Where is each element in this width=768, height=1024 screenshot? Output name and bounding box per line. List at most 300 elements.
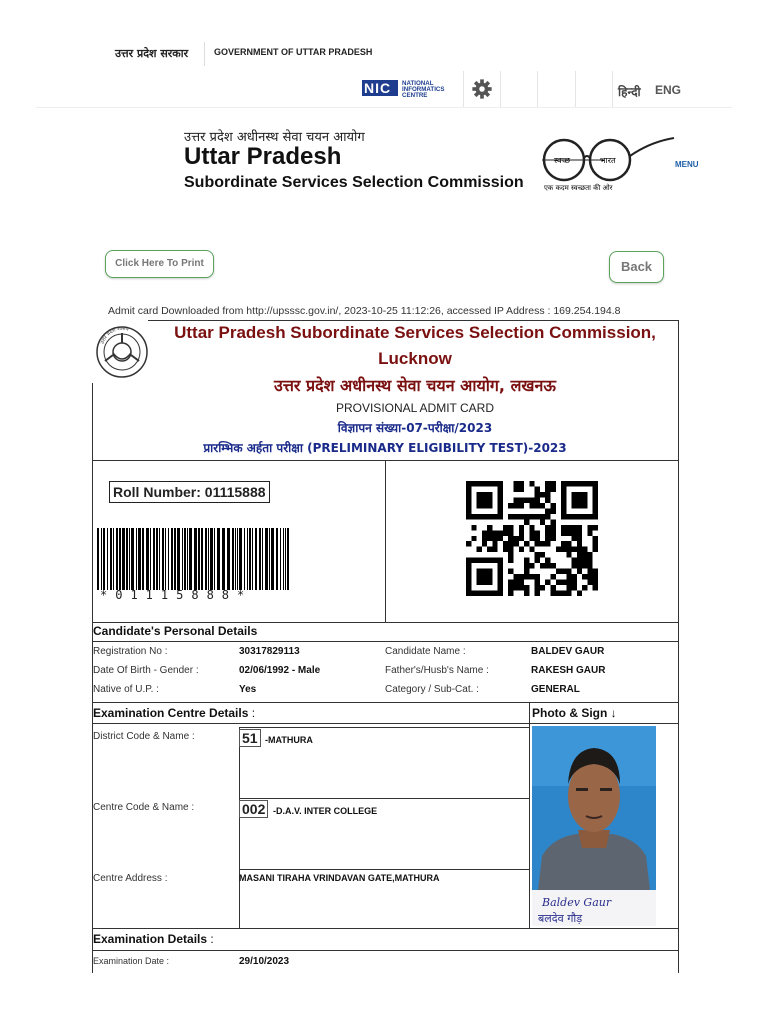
qr-module	[519, 481, 524, 486]
qr-module	[550, 585, 555, 590]
gov-name-hindi: उत्तर प्रदेश सरकार	[115, 47, 189, 60]
qr-module	[519, 503, 524, 508]
nic-line-3: CENTRE	[402, 92, 428, 98]
qr-module	[535, 536, 540, 541]
qr-module	[587, 530, 592, 535]
barcode-bar	[269, 528, 270, 590]
qr-module	[487, 530, 492, 535]
barcode-bar	[247, 528, 248, 590]
district-label: District Code & Name :	[93, 731, 195, 742]
qr-module	[545, 486, 550, 491]
qr-module	[482, 536, 487, 541]
swachh-bharat-logo	[540, 130, 680, 196]
qr-module	[514, 497, 519, 502]
qr-module	[529, 525, 534, 530]
qr-module	[519, 585, 524, 590]
qr-module	[540, 503, 545, 508]
card-title-city: Lucknow	[378, 349, 452, 368]
barcode-bar	[255, 528, 257, 590]
qr-module	[545, 508, 550, 513]
barcode-bar	[189, 528, 192, 590]
qr-module	[529, 503, 534, 508]
qr-module	[587, 552, 592, 557]
registration-value: 30317829113	[239, 646, 300, 657]
candidate-photo	[532, 726, 656, 890]
registration-label: Registration No :	[93, 646, 168, 657]
qr-module	[535, 514, 540, 519]
download-info: Admit card Downloaded from http://upsssc.gov.in/, 2023-10-25 11:12:26, accessed IP Address : 169.254.194.8	[108, 305, 621, 317]
qr-module	[577, 547, 582, 552]
qr-module	[529, 481, 534, 486]
qr-module	[577, 558, 582, 563]
barcode-text: *01115888*	[100, 588, 253, 602]
qr-module	[572, 558, 577, 563]
qr-module	[519, 530, 524, 535]
logo-left-word: स्वच्छ	[554, 156, 571, 165]
qr-module	[561, 580, 566, 585]
barcode-bar	[239, 528, 242, 590]
divider	[204, 42, 205, 66]
barcode-bar	[235, 528, 236, 590]
address-label: Centre Address :	[93, 873, 168, 884]
qr-module	[519, 547, 524, 552]
qr-module	[492, 541, 497, 546]
qr-module	[566, 580, 571, 585]
logo-right-word: भारत	[600, 156, 616, 165]
qr-module	[535, 486, 540, 491]
qr-module	[508, 547, 513, 552]
qr-module	[577, 525, 582, 530]
qr-module	[566, 574, 571, 579]
barcode-bar	[262, 528, 263, 590]
barcode-bar	[222, 528, 225, 590]
qr-module	[545, 530, 550, 535]
qr-module	[587, 574, 592, 579]
divider	[575, 71, 576, 107]
org-name-line1: Uttar Pradesh	[184, 143, 342, 170]
qr-finder	[477, 492, 493, 508]
barcode-bar	[205, 528, 207, 590]
qr-module	[514, 536, 519, 541]
qr-module	[587, 563, 592, 568]
qr-module	[503, 547, 508, 552]
qr-module	[550, 486, 555, 491]
qr-module	[535, 492, 540, 497]
nic-line-2: INFORMATICS	[402, 86, 445, 93]
qr-module	[556, 591, 561, 596]
qr-module	[540, 552, 545, 557]
qr-module	[582, 547, 587, 552]
qr-module	[519, 536, 524, 541]
qr-module	[508, 580, 513, 585]
print-button[interactable]: Click Here To Print	[105, 250, 214, 278]
qr-module	[572, 536, 577, 541]
qr-module	[487, 525, 492, 530]
qr-module	[514, 585, 519, 590]
qr-module	[508, 552, 513, 557]
exam-details-heading: Examination Details :	[93, 932, 214, 946]
qr-module	[524, 497, 529, 502]
divider	[92, 702, 678, 703]
qr-module	[482, 541, 487, 546]
qr-module	[550, 525, 555, 530]
qr-module	[545, 558, 550, 563]
qr-module	[593, 525, 598, 530]
qr-module	[540, 541, 545, 546]
qr-module	[535, 585, 540, 590]
qr-module	[508, 558, 513, 563]
barcode-bar	[122, 528, 125, 590]
menu-link[interactable]: MENU	[675, 160, 699, 169]
qr-module	[524, 563, 529, 568]
qr-module	[572, 530, 577, 535]
divider	[385, 460, 386, 622]
qr-module	[529, 563, 534, 568]
barcode-bar	[249, 528, 251, 590]
qr-code	[466, 481, 598, 596]
signature-english: Baldev Gaur	[542, 896, 612, 909]
card-right-border	[678, 320, 679, 973]
barcode-bar	[201, 528, 203, 590]
address-value: MASANI TIRAHA VRINDAVAN GATE,MATHURA	[239, 873, 440, 883]
qr-module	[524, 558, 529, 563]
qr-module	[587, 580, 592, 585]
barcode-bar	[283, 528, 284, 590]
qr-module	[593, 547, 598, 552]
barcode-bar	[252, 528, 253, 590]
qr-module	[556, 569, 561, 574]
centre-name: -D.A.V. INTER COLLEGE	[273, 806, 378, 816]
qr-module	[524, 514, 529, 519]
nic-line-1: NATIONAL	[402, 80, 434, 87]
barcode-bar	[276, 528, 278, 590]
qr-module	[587, 558, 592, 563]
qr-module	[535, 497, 540, 502]
qr-module	[556, 580, 561, 585]
qr-module	[508, 585, 513, 590]
qr-module	[550, 574, 555, 579]
barcode-bar	[97, 528, 99, 590]
qr-module	[524, 574, 529, 579]
exam-name: प्रारम्भिक अर्हता परीक्षा (PRELIMINARY ELIGIBILITY TEST)-2023	[203, 441, 567, 455]
barcode-bar	[162, 528, 164, 590]
barcode-bar	[156, 528, 158, 590]
qr-module	[593, 574, 598, 579]
barcode-bar	[194, 528, 197, 590]
qr-module	[593, 580, 598, 585]
qr-module	[545, 492, 550, 497]
barcode-bar	[210, 528, 213, 590]
nic-logo[interactable]	[362, 78, 458, 98]
qr-module	[535, 580, 540, 585]
qr-module	[492, 547, 497, 552]
qr-module	[566, 552, 571, 557]
candidate-name-value: BALDEV GAUR	[531, 646, 605, 657]
qr-module	[545, 563, 550, 568]
barcode-bar	[214, 528, 215, 590]
qr-module	[466, 541, 471, 546]
qr-module	[519, 525, 524, 530]
qr-module	[545, 514, 550, 519]
qr-module	[529, 497, 534, 502]
barcode-bar	[232, 528, 234, 590]
qr-module	[519, 574, 524, 579]
dob-gender-label: Date Of Birth - Gender :	[93, 665, 199, 676]
qr-module	[508, 514, 513, 519]
qr-module	[482, 530, 487, 535]
barcode-bar	[184, 528, 186, 590]
qr-module	[566, 585, 571, 590]
qr-module	[566, 569, 571, 574]
dob-gender-value: 02/06/1992 - Male	[239, 665, 321, 676]
qr-module	[545, 580, 550, 585]
barcode-bar	[110, 528, 112, 590]
qr-module	[535, 574, 540, 579]
personal-details-heading: Candidate's Personal Details	[93, 624, 258, 638]
barcode-bar	[136, 528, 137, 590]
qr-module	[477, 547, 482, 552]
qr-module	[535, 530, 540, 535]
barcode-bar	[165, 528, 166, 590]
card-left-border	[92, 383, 93, 973]
qr-module	[514, 486, 519, 491]
category-value: GENERAL	[531, 684, 580, 695]
gear-icon[interactable]	[470, 78, 494, 100]
qr-module	[508, 569, 513, 574]
barcode-bar	[113, 528, 114, 590]
qr-module	[550, 503, 555, 508]
qr-module	[561, 525, 566, 530]
qr-module	[519, 486, 524, 491]
photo-sign-label: Photo & Sign ↓	[532, 706, 617, 720]
qr-module	[524, 591, 529, 596]
qr-module	[545, 481, 550, 486]
barcode-bar	[138, 528, 141, 590]
qr-module	[540, 519, 545, 524]
qr-module	[514, 481, 519, 486]
exam-date-value: 29/10/2023	[239, 956, 290, 967]
qr-module	[519, 514, 524, 519]
qr-module	[561, 591, 566, 596]
qr-module	[561, 547, 566, 552]
barcode-bar	[227, 528, 230, 590]
qr-module	[561, 569, 566, 574]
qr-module	[561, 530, 566, 535]
barcode-bar	[177, 528, 180, 590]
centre-label: Centre Code & Name :	[93, 802, 195, 813]
roll-number: Roll Number: 01115888	[109, 481, 270, 503]
category-label: Category / Sub-Cat. :	[385, 684, 479, 695]
qr-module	[498, 530, 503, 535]
native-value: Yes	[239, 684, 257, 695]
qr-module	[535, 558, 540, 563]
qr-module	[566, 547, 571, 552]
qr-module	[508, 591, 513, 596]
barcode-bar	[187, 528, 188, 590]
qr-module	[540, 585, 545, 590]
divider	[92, 723, 678, 724]
qr-module	[587, 569, 592, 574]
qr-module	[508, 503, 513, 508]
qr-module	[487, 536, 492, 541]
qr-module	[550, 536, 555, 541]
divider	[36, 107, 732, 108]
qr-module	[545, 541, 550, 546]
qr-finder	[477, 569, 493, 585]
district-code: 51	[239, 729, 261, 747]
qr-module	[535, 552, 540, 557]
qr-module	[545, 525, 550, 530]
divider	[92, 928, 678, 929]
divider	[92, 950, 678, 951]
barcode-bar	[168, 528, 169, 590]
barcode-bar	[259, 528, 261, 590]
qr-module	[566, 591, 571, 596]
qr-module	[519, 497, 524, 502]
qr-module	[492, 536, 497, 541]
qr-module	[550, 519, 555, 524]
qr-module	[529, 530, 534, 535]
gov-name-english: GOVERNMENT OF UTTAR PRADESH	[214, 47, 373, 57]
barcode-bar	[285, 528, 286, 590]
qr-module	[545, 536, 550, 541]
qr-module	[550, 591, 555, 596]
barcode-bar	[280, 528, 281, 590]
barcode-bar	[103, 528, 105, 590]
barcode-bar	[116, 528, 118, 590]
qr-module	[540, 492, 545, 497]
barcode-bar	[129, 528, 130, 590]
barcode-bar	[126, 528, 128, 590]
barcode-bar	[198, 528, 200, 590]
divider	[537, 71, 538, 107]
barcode-bar	[171, 528, 173, 590]
qr-module	[572, 580, 577, 585]
qr-module	[508, 525, 513, 530]
qr-module	[593, 569, 598, 574]
qr-module	[498, 536, 503, 541]
provisional-label: PROVISIONAL ADMIT CARD	[335, 401, 495, 415]
qr-module	[529, 514, 534, 519]
up-emblem-icon	[95, 325, 149, 379]
back-button[interactable]: Back	[609, 251, 664, 283]
qr-module	[550, 481, 555, 486]
qr-module	[535, 591, 540, 596]
divider	[92, 641, 678, 642]
qr-module	[514, 514, 519, 519]
svg-text:NIC: NIC	[364, 80, 392, 96]
lang-english-link[interactable]: ENG	[655, 83, 682, 97]
native-label: Native of U.P. :	[93, 684, 159, 695]
qr-module	[514, 541, 519, 546]
qr-module	[582, 563, 587, 568]
qr-module	[519, 580, 524, 585]
qr-module	[593, 541, 598, 546]
centre-value-frame	[239, 727, 530, 928]
father-name-label: Father's/Husb's Name :	[385, 665, 489, 676]
qr-module	[572, 585, 577, 590]
centre-details-heading: Examination Centre Details :	[93, 706, 256, 720]
barcode-bar	[271, 528, 274, 590]
qr-module	[487, 547, 492, 552]
barcode	[97, 528, 291, 590]
qr-module	[572, 547, 577, 552]
candidate-name-label: Candidate Name :	[385, 646, 466, 657]
qr-module	[471, 525, 476, 530]
qr-module	[514, 580, 519, 585]
barcode-bar	[153, 528, 155, 590]
qr-module	[582, 552, 587, 557]
org-name-hindi: उत्तर प्रदेश अधीनस्थ सेवा चयन आयोग	[184, 130, 365, 145]
qr-module	[550, 530, 555, 535]
qr-module	[572, 574, 577, 579]
qr-module	[540, 514, 545, 519]
qr-module	[572, 563, 577, 568]
qr-module	[566, 541, 571, 546]
qr-module	[529, 536, 534, 541]
divider	[463, 71, 464, 107]
qr-module	[535, 503, 540, 508]
qr-module	[524, 519, 529, 524]
qr-module	[577, 541, 582, 546]
qr-module	[529, 574, 534, 579]
barcode-bar	[150, 528, 151, 590]
father-name-value: RAKESH GAUR	[531, 665, 606, 676]
signature-hindi: बलदेव गौड़	[538, 912, 583, 925]
qr-module	[503, 541, 508, 546]
qr-module	[545, 497, 550, 502]
qr-module	[529, 547, 534, 552]
qr-module	[582, 574, 587, 579]
qr-module	[577, 530, 582, 535]
qr-module	[508, 530, 513, 535]
qr-module	[508, 541, 513, 546]
qr-module	[577, 569, 582, 574]
qr-module	[577, 536, 582, 541]
barcode-bar	[265, 528, 268, 590]
qr-module	[503, 525, 508, 530]
qr-module	[535, 541, 540, 546]
barcode-bar	[107, 528, 108, 590]
qr-module	[593, 536, 598, 541]
card-title-english: Uttar Pradesh Subordinate Services Selection Commission,	[174, 323, 656, 342]
qr-module	[524, 569, 529, 574]
advertisement-number: विज्ञापन संख्या-07-परीक्षा/2023	[337, 421, 493, 435]
card-title-hindi: उत्तर प्रदेश अधीनस्थ सेवा चयन आयोग, लखनऊ	[274, 376, 556, 395]
qr-module	[582, 585, 587, 590]
barcode-bar	[146, 528, 149, 590]
qr-module	[572, 525, 577, 530]
barcode-bar	[131, 528, 134, 590]
barcode-bar	[237, 528, 238, 590]
lang-hindi-link[interactable]: हिन्दी	[618, 85, 641, 99]
barcode-bar	[101, 528, 102, 590]
logo-tagline: एक कदम स्वच्छता की ओर	[544, 184, 613, 192]
barcode-bar	[142, 528, 144, 590]
qr-module	[593, 585, 598, 590]
qr-module	[471, 536, 476, 541]
barcode-bar	[217, 528, 220, 590]
barcode-bar	[244, 528, 245, 590]
barcode-bar	[287, 528, 289, 590]
barcode-bar	[159, 528, 160, 590]
qr-module	[550, 563, 555, 568]
qr-module	[540, 563, 545, 568]
barcode-bar	[182, 528, 183, 590]
qr-module	[577, 552, 582, 557]
barcode-bar	[174, 528, 176, 590]
divider	[500, 71, 501, 107]
